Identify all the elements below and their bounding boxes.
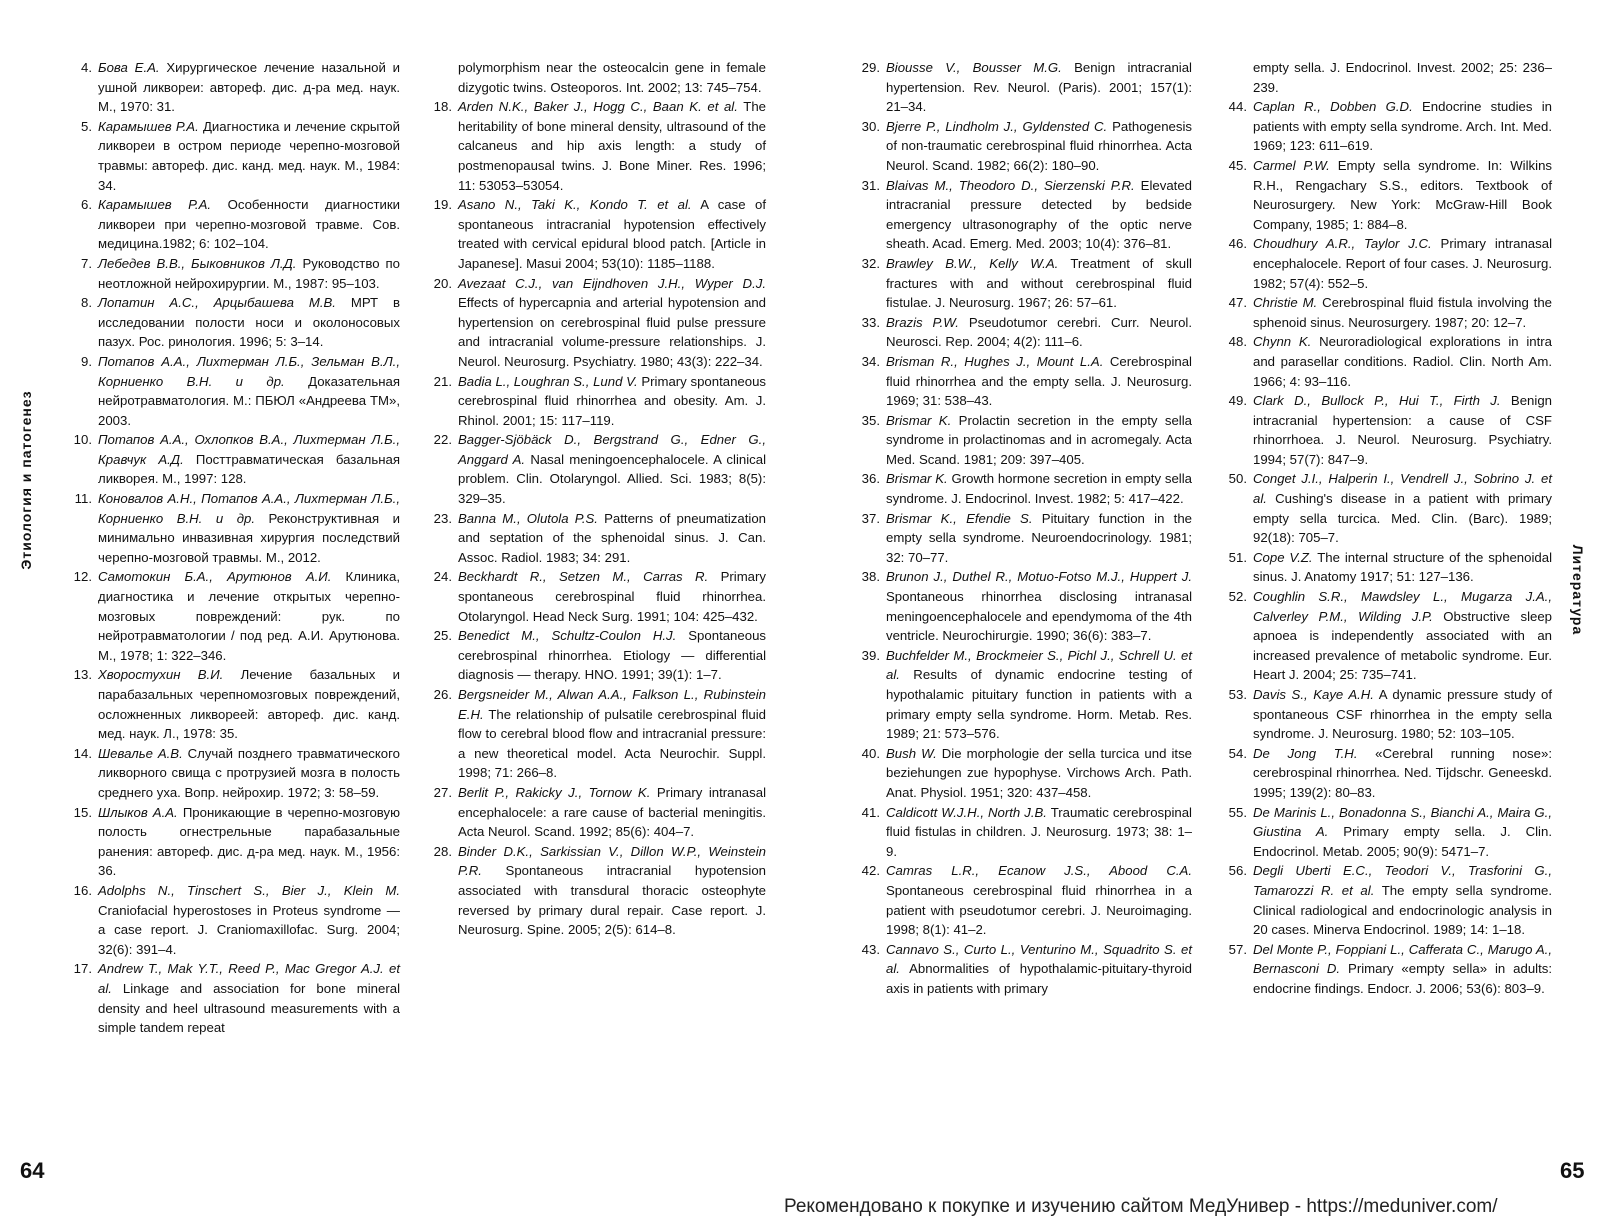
reference-details: The relationship of pulsatile cerebrospinal fluid flow to cerebral blood flow and intracranial pressure: a new theoretical model. Acta Neurochir. Suppl. 1998; 71: 266–8. <box>458 706 766 781</box>
reference-details: Die morphologie der sella turcica und itse beziehungen zue hypophyse. Virchows Arch. Path. Anat. Physiol. 1951; 320: 437–458. <box>886 745 1193 800</box>
reference-authors: Beckhardt R., Setzen M., Carras R. <box>458 569 709 585</box>
reference-number: 24. <box>433 569 452 585</box>
reference-authors: Biousse V., Bousser M.G. <box>886 60 1062 75</box>
reference-number: 27. <box>433 784 452 800</box>
reference-number: 17. <box>73 961 92 977</box>
reference-number: 9. <box>81 353 92 369</box>
reference-authors: Badia L., Loughran S., Lund V. <box>458 373 638 389</box>
reference-details: Проникающие в черепно-мозговую полость огнестрельные парабазальные ранения: автореф. дис. д-ра мед. наук. М., 1956: 36. <box>98 804 400 879</box>
reference-authors: Лебедев В.В., Быковников Л.Д. <box>98 255 297 271</box>
reference-details: Pseudotumor cerebri. Curr. Neurol. Neurosci. Rep. 2004; 4(2): 111–6. <box>886 314 1193 350</box>
reference-item <box>58 489 400 567</box>
reference-details: Empty sella syndrome. In: Wilkins R.H., Rengachary S.S., editors. Textbook of Neurosurgery. New York: McGraw-Hill Book Company, 1985; 1: 884–8. <box>1253 157 1552 232</box>
reference-text <box>1253 587 1552 685</box>
reference-number: 33. <box>861 314 880 330</box>
reference-details: Spontaneous cerebrospinal fluid rhinorrhea in a patient with pseudotumor cerebri. J. Neuroimaging. 1998; 8(1): 41–2. <box>886 882 1192 938</box>
reference-number: 34. <box>861 353 880 369</box>
reference-number: 8. <box>81 295 92 311</box>
reference-column-1 <box>58 58 400 1038</box>
reference-text <box>98 430 400 489</box>
reference-number: 18. <box>433 99 452 115</box>
footer-recommendation-link[interactable]: Рекомендовано к покупке и изучению сайтом МедУнивер - https://meduniver.com/ <box>784 1196 1498 1217</box>
reference-text <box>886 744 1192 803</box>
reference-details: Treatment of skull fractures with and without cerebrospinal fluid fistulae. J. Neurosurg. 1967; 26: 57–61. <box>886 255 1192 311</box>
reference-text <box>1253 234 1552 293</box>
reference-item <box>418 842 766 940</box>
reference-item <box>418 783 766 842</box>
reference-details: Obstructive sleep apnoea is independently associated with an increased prevalence of metabolic syndrome. Eur. Heart J. 2004; 25: 735–741. <box>1253 608 1553 683</box>
reference-authors: Cope V.Z. <box>1253 549 1313 565</box>
reference-number: 6. <box>81 197 92 213</box>
reference-details: Primary intranasal encephalocele: a rare cause of bacterial meningitis. Acta Neurol. Scand. 1992; 85(6): 404–7. <box>458 784 766 840</box>
reference-text <box>98 195 400 254</box>
reference-item <box>1213 469 1552 547</box>
reference-authors: Blaivas M., Theodoro D., Sierzenski P.R. <box>886 177 1135 193</box>
reference-item <box>1213 940 1552 999</box>
reference-item <box>418 626 766 685</box>
reference-authors: Cannavo S., Curto L., Venturino M., Squadrito S. et al. <box>886 941 1192 977</box>
reference-details: Клиника, диагностика и лечение открытых черепно-мозговых повреждений: рук. по нейротравматологии / под ред. А.И. Арутюнова. М., 1978; 1: 322–346. <box>98 569 401 663</box>
reference-number: 57. <box>1228 941 1247 957</box>
reference-details: Traumatic cerebrospinal fluid fistulas in children. J. Neurosurg. 1973; 38: 1–9. <box>886 804 1192 859</box>
reference-authors: Bergsneider M., Alwan A.A., Falkson L., Rubinstein E.H. <box>458 687 766 722</box>
reference-text <box>458 685 766 783</box>
reference-authors: Clark D., Bullock P., Hui T., Firth J. <box>1253 393 1501 409</box>
reference-item <box>846 58 1192 117</box>
reference-details: Neuroradiological explorations in intra and parasellar conditions. Radiol. Clin. North Am. 1966; 4: 93–116. <box>1253 334 1553 389</box>
reference-text <box>1253 293 1552 332</box>
reference-item <box>846 117 1192 176</box>
reference-number: 45. <box>1228 157 1247 173</box>
reference-item <box>846 254 1192 313</box>
reference-authors: Потапов А.А., Лихтерман Л.Б., Зельман В.Л., Корниенко В.Н. и др. <box>98 353 400 389</box>
reference-text <box>1253 469 1552 547</box>
reference-text <box>886 469 1192 508</box>
reference-text <box>886 940 1192 999</box>
reference-text <box>98 117 400 195</box>
reference-item <box>1213 156 1552 234</box>
reference-authors: Coughlin S.R., Mawdsley L., Mugarza J.A., Calverley P.M., Wilding J.P. <box>1253 589 1552 624</box>
reference-item <box>58 959 400 1037</box>
reference-text <box>98 665 400 743</box>
reference-item <box>1213 332 1552 391</box>
reference-item <box>58 803 400 881</box>
reference-number: 29. <box>861 60 880 75</box>
reference-item <box>1213 861 1552 939</box>
reference-details: Linkage and association for bone mineral density and heel ultrasound measurements with a simple tandem repeat <box>98 980 400 1036</box>
reference-item <box>846 176 1192 254</box>
reference-details: Results of dynamic endocrine testing of hypothalamic pituitary function in patients with a primary empty sella syndrome. Horm. Metab. Res. 1989; 21: 573–576. <box>886 667 1192 742</box>
reference-authors: Degli Uberti E.C., Teodori V., Trasforini G., Tamarozzi R. et al. <box>1253 863 1552 898</box>
reference-details: Spontaneous cerebrospinal rhinorrhea. Etiology — differential diagnosis — therapy. HNO. 1991; 39(1): 1–7. <box>458 628 766 683</box>
reference-item <box>1213 234 1552 293</box>
reference-number: 15. <box>73 804 92 820</box>
reference-text <box>1253 803 1552 862</box>
reference-number: 13. <box>73 667 92 683</box>
reference-authors: Arden N.K., Baker J., Hogg C., Baan K. et al. <box>458 99 738 115</box>
reference-text <box>458 509 766 568</box>
reference-details: The internal structure of the sphenoidal sinus. J. Anatomy 1917; 51: 127–136. <box>1253 549 1553 585</box>
reference-text <box>458 783 766 842</box>
reference-item <box>846 744 1192 803</box>
reference-item <box>58 254 400 293</box>
reference-authors: Самотокин Б.А., Арутюнов А.И. <box>98 569 332 585</box>
reference-authors: Caldicott W.J.H., North J.B. <box>886 804 1047 820</box>
reference-authors: Avezaat C.J., van Eijndhoven J.H., Wyper D.J. <box>458 275 766 291</box>
reference-authors: Brismar K. <box>886 471 948 487</box>
reference-authors: Bush W. <box>886 745 937 761</box>
reference-item <box>846 861 1192 939</box>
reference-number: 4. <box>81 60 92 75</box>
reference-details: Spontaneous rhinorrhea disclosing intranasal meningoencephalocele and ependymoma of the 4th ventricle. Neurochirurgie. 1990; 36(6): 383–7. <box>886 589 1192 644</box>
reference-details: Primary «empty sella» in adults: endocrine findings. Endocr. J. 2006; 53(6): 803–9. <box>1253 961 1553 996</box>
reference-column-3 <box>846 58 1192 999</box>
reference-details: Руководство по неотложной нейрохирургии. М., 1987: 95–103. <box>98 255 400 291</box>
reference-number: 38. <box>861 569 880 585</box>
reference-details: Pituitary function in the empty sella syndrome. Neuroendocrinology. 1981; 32: 70–77. <box>886 510 1193 565</box>
reference-number: 41. <box>861 804 880 820</box>
reference-text <box>458 195 766 273</box>
reference-details: Primary spontaneous cerebrospinal fluid rhinorrhea and obesity. Am. J. Rhinol. 2001; 15: 117–119. <box>458 373 766 428</box>
reference-item <box>846 940 1192 999</box>
reference-number: 14. <box>73 745 92 761</box>
reference-text <box>98 881 400 959</box>
reference-item <box>846 469 1192 508</box>
reference-authors: De Marinis L., Bonadonna S., Bianchi A., Maira G., Giustina A. <box>1253 804 1552 840</box>
reference-details: Primary spontaneous cerebrospinal fluid rhinorrhea. Otolaryngol. Head Neck Surg. 1991; 104: 425–432. <box>458 569 766 624</box>
reference-authors: Brazis P.W. <box>886 314 959 330</box>
reference-authors: Chynn K. <box>1253 334 1312 350</box>
reference-text <box>98 58 400 117</box>
reference-authors: Del Monte P., Foppiani L., Cafferata C., Marugo A., Bernasconi D. <box>1253 941 1552 977</box>
reference-number: 23. <box>433 510 452 526</box>
reference-number: 37. <box>861 510 880 526</box>
reference-item <box>1213 685 1552 744</box>
reference-column-4 <box>1213 58 1552 999</box>
reference-number: 55. <box>1228 804 1247 820</box>
reference-number: 51. <box>1228 549 1247 565</box>
reference-authors: Шлыков А.А. <box>98 804 178 820</box>
reference-text <box>98 959 400 1037</box>
reference-item <box>846 567 1192 645</box>
reference-authors: Карамышев Р.А. <box>98 118 199 134</box>
reference-authors: Bagger-Sjöbäck D., Bergstrand G., Edner G., Anggard A. <box>458 432 766 467</box>
reference-authors: Бова Е.А. <box>98 60 160 75</box>
reference-text <box>886 117 1192 176</box>
reference-number: 25. <box>433 628 452 644</box>
reference-details: Spontaneous intracranial hypotension associated with transdural thoracic osteophyte reversed by primary dural repair. Case report. J. Neurosurg. Spine. 2005; 2(5): 614–8. <box>458 863 766 938</box>
reference-number: 36. <box>861 471 880 487</box>
reference-item <box>846 803 1192 862</box>
continued-reference-text: polymorphism near the osteocalcin gene in female dizygotic twins. Osteoporos. Int. 2002; 13: 745–754. <box>458 60 766 95</box>
continued-reference <box>1213 58 1552 97</box>
reference-text <box>98 293 400 352</box>
reference-text <box>1253 548 1552 587</box>
reference-number: 54. <box>1228 745 1247 761</box>
reference-text <box>458 372 766 431</box>
reference-item <box>58 58 400 117</box>
reference-text <box>1253 156 1552 234</box>
reference-authors: Berlit P., Rakicky J., Tornow K. <box>458 784 651 800</box>
reference-text <box>886 176 1192 254</box>
reference-text <box>886 352 1192 411</box>
reference-item <box>418 195 766 273</box>
reference-authors: Andrew T., Mak Y.T., Reed P., Mac Gregor A.J. et al. <box>98 961 400 996</box>
reference-number: 32. <box>861 255 880 271</box>
reference-authors: Banna M., Olutola P.S. <box>458 510 598 526</box>
reference-item <box>1213 803 1552 862</box>
reference-item <box>1213 97 1552 156</box>
reference-details: Посттравматическая базальная ликворея. М., 1997: 128. <box>98 451 400 487</box>
reference-number: 50. <box>1228 471 1247 487</box>
reference-text <box>1253 391 1552 469</box>
reference-authors: Davis S., Kaye A.H. <box>1253 687 1374 702</box>
reference-item <box>58 352 400 430</box>
reference-number: 28. <box>433 843 452 859</box>
continued-reference-text: empty sella. J. Endocrinol. Invest. 2002; 25: 236–239. <box>1253 60 1552 95</box>
reference-number: 48. <box>1228 334 1247 350</box>
reference-details: Cushing's disease in a patient with primary empty sella turcica. Med. Clin. (Barc). 1989; 92(18): 705–7. <box>1253 491 1552 546</box>
reference-number: 26. <box>433 687 452 702</box>
reference-item <box>58 665 400 743</box>
reference-item <box>418 274 766 372</box>
reference-authors: Лопатин А.С., Арцыбашева М.В. <box>98 295 336 311</box>
reference-text <box>458 567 766 626</box>
reference-details: Случай позднего травматического ликворного свища с протрузией мозга в полость среднего уха. Вопр. нейрохир. 1972; 3: 58–59. <box>98 745 400 800</box>
reference-details: Cerebrospinal fluid rhinorrhea and the empty sella. J. Neurosurg. 1969; 31: 538–43. <box>886 353 1192 409</box>
reference-item <box>1213 548 1552 587</box>
reference-text <box>98 567 400 665</box>
reference-text <box>98 489 400 567</box>
reference-item <box>58 430 400 489</box>
reference-text <box>886 646 1192 744</box>
reference-authors: Camras L.R., Ecanow J.S., Abood C.A. <box>886 863 1192 879</box>
reference-authors: Коновалов А.Н., Потапов А.А., Лихтерман Л.Б., Корниенко В.Н. и др. <box>98 491 400 526</box>
reference-text <box>886 861 1192 939</box>
reference-text <box>458 430 766 508</box>
reference-text <box>458 626 766 685</box>
reference-item <box>58 293 400 352</box>
reference-authors: Brismar K. <box>886 412 952 428</box>
reference-item <box>58 117 400 195</box>
reference-number: 52. <box>1228 589 1247 605</box>
reference-details: Prolactin secretion in the empty sella syndrome in prolactinomas and in acromegaly. Acta Med. Scand. 1981; 209: 397–405. <box>886 412 1192 467</box>
page-number-left: 64 <box>20 1158 45 1183</box>
reference-item <box>418 97 766 195</box>
reference-text <box>458 97 766 195</box>
continued-reference <box>418 58 766 97</box>
reference-authors: Choudhury A.R., Taylor J.C. <box>1253 236 1432 252</box>
reference-number: 44. <box>1228 99 1247 115</box>
reference-details: «Cerebral running nose»: cerebrospinal rhinorrhea. Ned. Tijdschr. Geneeskd. 1995; 139(2): 80–83. <box>1253 745 1552 800</box>
reference-item <box>846 352 1192 411</box>
reference-number: 11. <box>74 491 92 507</box>
reference-details: The empty sella syndrome. Clinical radiological and endocrinologic analysis in 20 cases. Minerva Endocrinol. 1989; 14: 1–18. <box>1253 882 1552 938</box>
reference-text <box>458 274 766 372</box>
reference-details: Effects of hypercapnia and arterial hypotension and hypertension on cerebrospinal fluid pulse pressure and intracranial volume-pressure relationships. J. Neurol. Neurosurg. Psychiatry. 1980; 43(3): 222–34. <box>458 295 766 369</box>
reference-details: МРТ в исследовании полости носи и околоносовых пазух. Рос. ринология. 1996; 5: 3–14. <box>98 295 400 350</box>
reference-authors: Carmel P.W. <box>1253 157 1330 173</box>
reference-details: Диагностика и лечение скрытой ликвореи в остром периоде черепно-мозговой травмы: автореф. дис. канд. мед. наук. М., 1984: 34. <box>98 118 400 193</box>
reference-details: A dynamic pressure study of spontaneous CSF rhinorrhea in the empty sella syndrome. J. Neurosurg. 1980; 52: 103–105. <box>1253 687 1552 742</box>
reference-item <box>846 509 1192 568</box>
reference-authors: Binder D.K., Sarkissian V., Dillon W.P., Weinstein P.R. <box>458 843 766 879</box>
reference-details: Elevated intracranial pressure detected by bedside emergency ultrasonography of the optic nerve sheath. Acad. Emerg. Med. 2003; 10(4): 376–81. <box>886 177 1192 252</box>
reference-number: 31. <box>861 177 880 193</box>
reference-number: 35. <box>861 412 880 428</box>
reference-authors: Buchfelder M., Brockmeier S., Pichl J., Schrell U. et al. <box>886 647 1192 683</box>
reference-details: Primary empty sella. J. Clin. Endocrinol. Metab. 2005; 90(9): 5471–7. <box>1253 824 1552 859</box>
reference-text <box>886 567 1192 645</box>
reference-text <box>1253 940 1552 999</box>
left-running-title: Этиология и патогенез <box>18 390 34 570</box>
reference-details: Лечение базальных и парабазальных черепномозговых повреждений, осложненных ликвореей: автореф. дис. канд. мед. наук. Л., 1978: 35. <box>98 667 400 742</box>
reference-authors: Benedict M., Schultz-Coulon H.J. <box>458 628 677 644</box>
reference-number: 42. <box>861 863 880 879</box>
reference-item <box>846 313 1192 352</box>
reference-details: Cerebrospinal fluid fistula involving the sphenoid sinus. Neurosurgery. 1987; 20: 12–7. <box>1253 295 1552 330</box>
reference-authors: Brawley B.W., Kelly W.A. <box>886 255 1059 271</box>
reference-details: Craniofacial hyperostoses in Proteus syndrome — a case report. J. Craniomaxillofac. Surg. 2004; 32(6): 391–4. <box>98 902 400 957</box>
reference-text <box>886 509 1192 568</box>
reference-item <box>1213 293 1552 332</box>
reference-details: The heritability of bone mineral density, ultrasound of the calcaneus and hip axis length: a study of postmenopausal twins. J. Bone Miner. Res. 1996; 11: 53053–53054. <box>458 99 766 193</box>
reference-details: Доказательная нейротравматология. М.: ПБЮЛ «Андреева ТМ», 2003. <box>98 373 400 428</box>
reference-number: 40. <box>861 745 880 761</box>
reference-text <box>1253 744 1552 803</box>
reference-text <box>1253 861 1552 939</box>
reference-number: 47. <box>1228 295 1247 311</box>
reference-details: Nasal meningoencephalocele. A clinical problem. Clin. Otolaryngol. Allied. Sci. 1983; 8(5): 329–35. <box>458 451 766 507</box>
reference-details: Primary intranasal encephalocele. Report of four cases. J. Neurosurg. 1982; 57(4): 552–5. <box>1253 236 1552 291</box>
reference-item <box>418 685 766 783</box>
reference-item <box>846 646 1192 744</box>
reference-number: 12. <box>73 569 92 585</box>
reference-item <box>846 411 1192 470</box>
reference-number: 39. <box>861 647 880 663</box>
reference-authors: Asano N., Taki K., Kondo T. et al. <box>458 197 692 213</box>
reference-item <box>58 195 400 254</box>
reference-number: 21. <box>433 373 452 389</box>
reference-item <box>418 372 766 431</box>
reference-column-2 <box>418 58 766 940</box>
reference-details: Хирургическое лечение назальной и ушной ликвореи: автореф. дис. д-ра мед. наук. М., 1970: 31. <box>98 60 401 115</box>
reference-number: 5. <box>81 118 92 134</box>
reference-number: 7. <box>81 255 92 271</box>
reference-authors: Conget J.I., Halperin I., Vendrell J., Sobrino J. et al. <box>1253 471 1552 507</box>
reference-text <box>458 842 766 940</box>
reference-details: A case of spontaneous intracranial hypotension effectively treated with cervical epidural blood patch. [Article in Japanese]. Masui 2004; 53(10): 1185–1188. <box>458 197 766 271</box>
reference-authors: Хворостухин В.И. <box>98 667 224 683</box>
reference-text <box>886 411 1192 470</box>
reference-number: 46. <box>1228 236 1247 252</box>
reference-item <box>58 744 400 803</box>
reference-text <box>98 254 400 293</box>
reference-details: Abnormalities of hypothalamic-pituitary-thyroid axis in patients with primary <box>886 961 1192 996</box>
right-running-title: Литература <box>1570 544 1586 636</box>
reference-item <box>1213 391 1552 469</box>
reference-details: Особенности диагностики ликвореи при черепно-мозговой травме. Сов. медицина.1982; 6: 102–104. <box>98 197 400 252</box>
reference-text <box>98 352 400 430</box>
reference-item <box>418 430 766 508</box>
reference-number: 20. <box>433 275 452 291</box>
reference-details: Growth hormone secretion in empty sella syndrome. J. Endocrinol. Invest. 1982; 5: 417–422. <box>886 471 1192 507</box>
reference-text <box>1253 685 1552 744</box>
reference-number: 19. <box>433 197 452 213</box>
reference-number: 22. <box>433 432 452 448</box>
reference-details: Pathogenesis of non-traumatic cerebrospinal fluid rhinorrhea. Acta Neurol. Scand. 1982; 66(2): 180–90. <box>886 118 1192 173</box>
reference-number: 10. <box>73 432 92 448</box>
reference-text <box>886 254 1192 313</box>
reference-authors: Потапов А.А., Охлопков В.А., Лихтерман Л.Б., Кравчук А.Д. <box>98 432 400 467</box>
reference-item <box>58 567 400 665</box>
reference-authors: Christie M. <box>1253 295 1318 311</box>
reference-authors: Шевалье А.В. <box>98 745 183 761</box>
reference-details: Benign intracranial hypertension. Rev. Neurol. (Paris). 2001; 157(1): 21–34. <box>886 60 1192 115</box>
reference-text <box>886 58 1192 117</box>
reference-text <box>98 744 400 803</box>
reference-text <box>98 803 400 881</box>
reference-number: 43. <box>861 941 880 957</box>
reference-details: Реконструктивная и минимально инвазивная хирургия последствий черепно-мозговой травмы. М., 2012. <box>98 510 401 565</box>
reference-details: Benign intracranial hypertension: a cause of CSF rhinorrhoea. J. Neurol. Neurosurg. Psychiatry. 1994; 57(7): 847–9. <box>1253 393 1552 467</box>
reference-authors: Brismar K., Efendie S. <box>886 510 1033 526</box>
reference-authors: Brunon J., Duthel R., Motuo-Fotso M.J., Huppert J. <box>886 569 1192 585</box>
reference-authors: Brisman R., Hughes J., Mount L.A. <box>886 353 1104 369</box>
reference-item <box>58 881 400 959</box>
reference-authors: De Jong T.H. <box>1253 745 1358 761</box>
reference-number: 56. <box>1228 863 1247 879</box>
reference-item <box>1213 587 1552 685</box>
reference-text <box>1253 332 1552 391</box>
reference-details: Endocrine studies in patients with empty sella syndrome. Arch. Int. Med. 1969; 123: 611–619. <box>1253 99 1552 154</box>
reference-number: 49. <box>1228 393 1247 409</box>
reference-authors: Bjerre P., Lindholm J., Gyldensted C. <box>886 118 1108 134</box>
reference-authors: Caplan R., Dobben G.D. <box>1253 99 1413 115</box>
page-number-right: 65 <box>1560 1158 1585 1183</box>
reference-text <box>886 313 1192 352</box>
reference-authors: Карамышев Р.А. <box>98 197 212 213</box>
reference-number: 16. <box>73 882 92 898</box>
reference-item <box>1213 744 1552 803</box>
reference-details: Patterns of pneumatization and septation of the sphenoidal sinus. J. Can. Assoc. Radiol. 1983; 34: 291. <box>458 510 766 565</box>
reference-item <box>418 567 766 626</box>
reference-text <box>886 803 1192 862</box>
reference-number: 53. <box>1228 687 1247 702</box>
reference-item <box>418 509 766 568</box>
reference-number: 30. <box>861 118 880 134</box>
reference-text <box>1253 97 1552 156</box>
reference-authors: Adolphs N., Tinschert S., Bier J., Klein M. <box>98 882 400 898</box>
